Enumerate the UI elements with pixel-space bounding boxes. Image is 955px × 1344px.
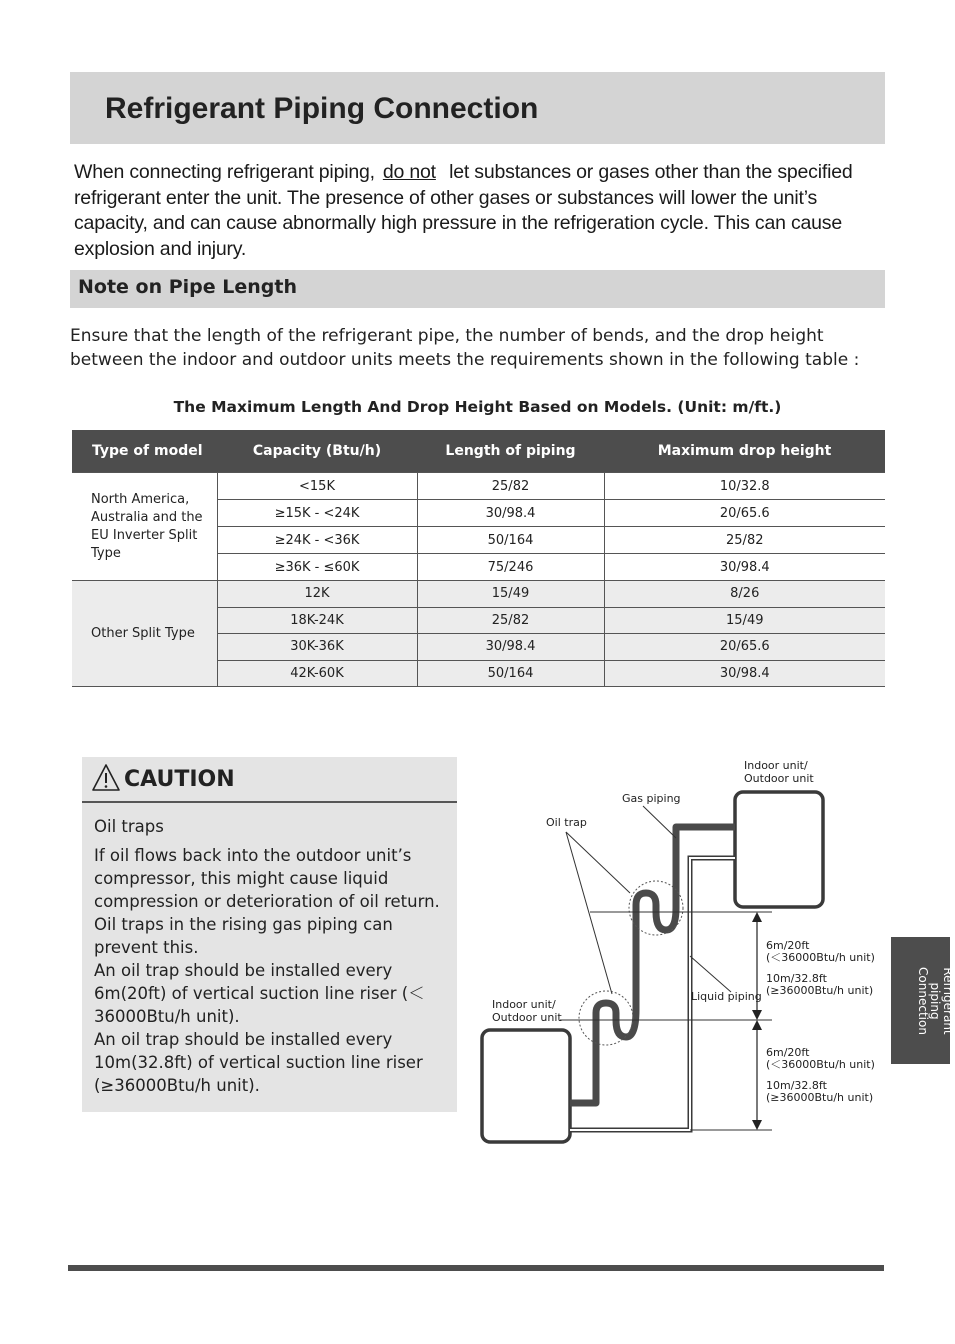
length-cell: 25/82 xyxy=(417,473,604,500)
intro-before: When connecting refrigerant piping, xyxy=(74,161,375,183)
title-bar xyxy=(70,72,885,144)
drop-cell: 20/65.6 xyxy=(604,500,885,527)
table-row xyxy=(72,473,885,500)
oil-trap-circle-lower xyxy=(579,991,633,1045)
capacity-cell: ≥36K - ≤60K xyxy=(217,554,417,581)
side-tab[interactable] xyxy=(891,937,955,1064)
upper-dim-label: (≥36000Btu/h unit) xyxy=(766,984,874,997)
capacity-cell: 42K-60K xyxy=(217,660,417,687)
side-tab-line: piping xyxy=(928,982,943,1020)
length-cell: 25/82 xyxy=(417,607,604,634)
gas-pipe xyxy=(570,827,735,1103)
caution-paragraph: An oil trap should be installed every 6m(20ft) of vertical suction line riser (＜36000Btu/h unit). xyxy=(94,961,425,1026)
intro-emphasis: do not xyxy=(382,161,436,183)
upper-unit-label: Indoor unit/ xyxy=(744,759,808,772)
upper-dim-label: (＜36000Btu/h unit) xyxy=(766,951,875,964)
header-drop: Maximum drop height xyxy=(604,430,885,473)
side-tab-line: Refrigerant xyxy=(941,967,955,1035)
drop-cell: 25/82 xyxy=(604,527,885,554)
lower-unit xyxy=(482,1030,570,1142)
oil-trap-leader xyxy=(566,832,630,893)
section-header xyxy=(70,270,885,308)
table-row xyxy=(72,581,885,608)
drop-cell: 30/98.4 xyxy=(604,554,885,581)
caution-paragraph: An oil trap should be installed every 10m(32.8ft) of vertical suction line riser (≥36000Btu/h unit). xyxy=(94,1030,423,1095)
header-type: Type of model xyxy=(72,430,217,473)
drop-cell: 8/26 xyxy=(604,581,885,608)
drop-cell: 20/65.6 xyxy=(604,634,885,661)
side-tab-line: Connection xyxy=(916,967,930,1035)
length-cell: 30/98.4 xyxy=(417,500,604,527)
lower-dim-label: 6m/20ft xyxy=(766,1046,810,1059)
warning-icon xyxy=(91,763,121,793)
header-capacity: Capacity (Btu/h) xyxy=(217,430,417,473)
intro-after: let substances or gases other than the specified refrigerant enter the unit. The presence of other gases or substances will lower the unit’s capacity, and can cause abnormally high pressure in the refrigeration cycle. This can cause explosion and injury. xyxy=(74,161,853,260)
caution-paragraph: If oil flows back into the outdoor unit’s compressor, this might cause liquid compression or deterioration of oil return. Oil traps in the rising gas piping can prevent this. xyxy=(94,846,440,957)
page-title: Refrigerant Piping Connection xyxy=(105,92,539,125)
section-title: Note on Pipe Length xyxy=(78,276,298,298)
liquid-piping-leader xyxy=(690,956,731,992)
caution-title: Oil traps xyxy=(94,817,164,836)
arrow-down-icon xyxy=(752,1010,762,1020)
side-tab-text xyxy=(917,941,955,1061)
caution-header xyxy=(82,757,457,803)
upper-dim-label: 10m/32.8ft xyxy=(766,972,827,985)
upper-dim-label: 6m/20ft xyxy=(766,939,810,952)
model-cell: North America, Australia and the EU Inverter Split Type xyxy=(72,473,217,581)
arrow-up-icon xyxy=(752,1020,762,1030)
oil-trap-diagram xyxy=(470,750,890,1150)
caution-box xyxy=(82,757,457,1112)
capacity-cell: ≥15K - <24K xyxy=(217,500,417,527)
model-cell: Other Split Type xyxy=(72,581,217,687)
table-header-row xyxy=(72,430,885,473)
upper-unit xyxy=(735,792,823,907)
length-cell: 75/246 xyxy=(417,554,604,581)
caution-label: CAUTION xyxy=(124,767,235,792)
oil-trap-leader xyxy=(566,832,612,994)
lower-dim-label: 10m/32.8ft xyxy=(766,1079,827,1092)
header-length: Length of piping xyxy=(417,430,604,473)
caution-body xyxy=(94,815,454,1097)
drop-cell: 30/98.4 xyxy=(604,660,885,687)
capacity-cell: 30K-36K xyxy=(217,634,417,661)
capacity-cell: ≥24K - <36K xyxy=(217,527,417,554)
gas-piping-leader xyxy=(643,806,676,838)
capacity-cell: 12K xyxy=(217,581,417,608)
drop-cell: 10/32.8 xyxy=(604,473,885,500)
arrow-down-icon xyxy=(752,1120,762,1130)
lower-dim-label: (＜36000Btu/h unit) xyxy=(766,1058,875,1071)
lower-unit-label: Outdoor unit xyxy=(492,1011,562,1024)
lower-dim-label: (≥36000Btu/h unit) xyxy=(766,1091,874,1104)
capacity-cell: <15K xyxy=(217,473,417,500)
length-cell: 15/49 xyxy=(417,581,604,608)
oil-trap-label: Oil trap xyxy=(546,816,587,829)
bottom-rule xyxy=(68,1265,884,1271)
upper-unit-label: Outdoor unit xyxy=(744,772,814,785)
lower-unit-label: Indoor unit/ xyxy=(492,998,556,1011)
length-cell: 50/164 xyxy=(417,660,604,687)
arrow-up-icon xyxy=(752,912,762,922)
length-cell: 50/164 xyxy=(417,527,604,554)
intro-paragraph xyxy=(74,160,874,262)
capacity-cell: 18K-24K xyxy=(217,607,417,634)
liquid-piping-label: Liquid piping xyxy=(691,990,762,1003)
length-cell: 30/98.4 xyxy=(417,634,604,661)
pipe-length-table xyxy=(72,430,885,687)
drop-cell: 15/49 xyxy=(604,607,885,634)
gas-piping-label: Gas piping xyxy=(622,792,681,805)
ensure-paragraph: Ensure that the length of the refrigerant pipe, the number of bends, and the drop height between the indoor and outdoor units meets the requirements shown in the following table : xyxy=(70,326,860,370)
table-caption: The Maximum Length And Drop Height Based on Models. (Unit: m/ft.) xyxy=(173,398,782,416)
